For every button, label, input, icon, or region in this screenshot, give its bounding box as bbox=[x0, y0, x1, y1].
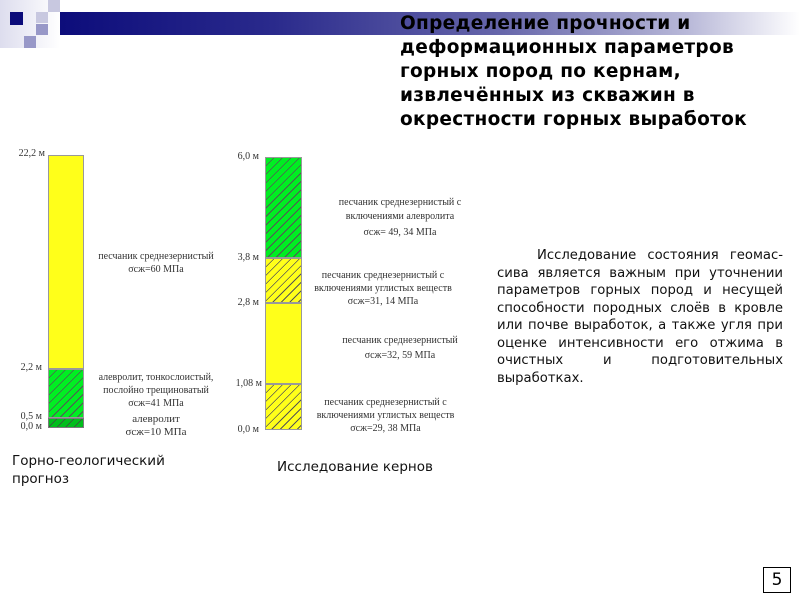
tick-label: 6,0 м bbox=[237, 151, 259, 162]
body-text: Исследование состояния геомас-сива является важным при уточнении параметров горных пород и несущей способности породных слоёв в кровле или почве выработок, а также угля при оценке интенсивности его отжима в очистных и подготовительных выработках. bbox=[497, 248, 783, 386]
layer-sandstone-siltstone bbox=[265, 157, 302, 258]
tick-label: 2,8 м bbox=[237, 297, 259, 308]
layer-sandstone bbox=[48, 155, 84, 369]
layer-strength: σсж=31, 14 МПа bbox=[347, 296, 419, 307]
layer-strength: σсж=60 МПа bbox=[128, 264, 184, 275]
layer-sandstone-coal bbox=[265, 258, 302, 303]
tick-label: 1,08 м bbox=[235, 378, 262, 389]
layer-siltstone-fractured bbox=[48, 369, 84, 418]
layer-strength: σсж=32, 59 МПа bbox=[364, 350, 436, 361]
slide-title: Определение прочности и деформационных параметров горных пород по кернам, извлечённых из скважин в окрестности горных выработок bbox=[400, 13, 748, 130]
right-caption: Исследование кернов bbox=[277, 459, 433, 475]
layer-strength: σсж=41 МПа bbox=[128, 398, 184, 409]
layer-siltstone bbox=[48, 418, 84, 428]
tick-label: 3,8 м bbox=[237, 252, 259, 263]
layer-strength: σсж= 49, 34 МПа bbox=[363, 227, 437, 238]
tick-label: 0,0 м bbox=[20, 421, 42, 432]
layer-strength: σсж=10 МПа bbox=[125, 426, 187, 438]
left-caption: Горно-геологический прогноз bbox=[12, 453, 165, 487]
tick-label: 0,0 м bbox=[237, 424, 259, 435]
layer-name: песчаник среднезернистый с включениями углистых веществ bbox=[314, 270, 452, 294]
tick-label: 22,2 м bbox=[18, 148, 45, 159]
tick-label: 2,2 м bbox=[20, 362, 42, 373]
layer-name: алевролит, тонкослоистый, послойно трещиноватый bbox=[98, 372, 214, 396]
page-number: 5 bbox=[763, 567, 791, 593]
layer-name: алевролит bbox=[132, 413, 180, 425]
layer-name: песчаник среднезернистый bbox=[98, 251, 214, 262]
layer-name: песчаник среднезернистый с включениями углистых веществ bbox=[316, 397, 455, 421]
tick-label: 0,5 м bbox=[20, 411, 42, 422]
layer-strength: σсж=29, 38 МПа bbox=[350, 423, 421, 434]
layer-sandstone bbox=[265, 303, 302, 384]
layer-name: песчаник среднезернистый bbox=[342, 335, 458, 346]
layer-sandstone-coal bbox=[265, 384, 302, 430]
layer-name: песчаник среднезернистый с включениями алевролита bbox=[338, 197, 462, 222]
